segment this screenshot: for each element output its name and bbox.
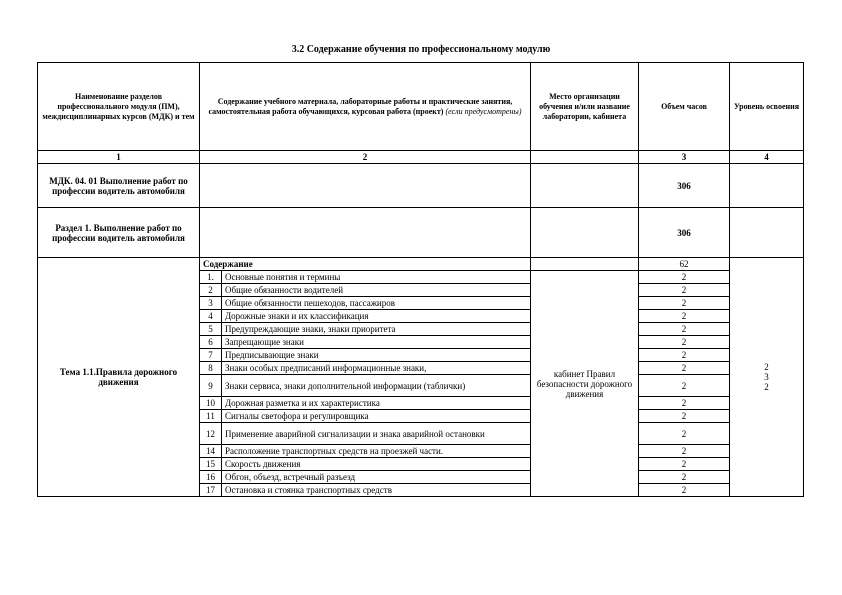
- row-hours: 2: [639, 445, 730, 458]
- section-level: [730, 208, 804, 258]
- col-number-empty: [531, 151, 639, 164]
- row-hours: 2: [639, 458, 730, 471]
- col-number-2: 2: [200, 151, 531, 164]
- row-hours: 2: [639, 284, 730, 297]
- row-hours: 2: [639, 423, 730, 445]
- row-topic: Основные понятия и термины: [222, 271, 531, 284]
- row-number: 17: [200, 484, 222, 497]
- row-number: 6: [200, 336, 222, 349]
- row-hours: 2: [639, 471, 730, 484]
- row-topic: Знаки сервиса, знаки дополнительной информации (таблички): [222, 375, 531, 397]
- theme-levels: [730, 258, 804, 497]
- row-topic: Общие обязанности водителей: [222, 284, 531, 297]
- header-sections: Наименование разделов профессионального модуля (ПМ), междисциплинарных курсов (МДК) и тем: [38, 63, 200, 151]
- row-topic: Остановка и стоянка транспортных средств: [222, 484, 531, 497]
- section-name: Раздел 1. Выполнение работ по профессии водитель автомобиля: [38, 208, 200, 258]
- header-level: Уровень освоения: [730, 63, 804, 151]
- header-content: [200, 63, 531, 151]
- header-hours: Объем часов: [639, 63, 730, 151]
- row-hours: 2: [639, 323, 730, 336]
- row-number: 2: [200, 284, 222, 297]
- col-number-1: 1: [38, 151, 200, 164]
- row-number: 9: [200, 375, 222, 397]
- row-hours: 2: [639, 397, 730, 410]
- section-place: [531, 208, 639, 258]
- header-row: [38, 63, 804, 151]
- column-number-row: [38, 151, 804, 164]
- row-number: 5: [200, 323, 222, 336]
- level-value: 3: [764, 372, 769, 382]
- theme-content-row: [38, 258, 804, 271]
- row-topic: Сигналы светофора и регулировщика: [222, 410, 531, 423]
- row-hours: 2: [639, 297, 730, 310]
- col-number-3: 3: [639, 151, 730, 164]
- theme-content-hours: 62: [639, 258, 730, 271]
- row-topic: Обгон, объезд, встречный разъезд: [222, 471, 531, 484]
- row-topic: Дорожные знаки и их классификация: [222, 310, 531, 323]
- row-hours: 2: [639, 271, 730, 284]
- row-number: 8: [200, 362, 222, 375]
- row-topic: Предписывающие знаки: [222, 349, 531, 362]
- row-number: 14: [200, 445, 222, 458]
- row-hours: 2: [639, 375, 730, 397]
- section-place: [531, 164, 639, 208]
- theme-content-label: Содержание: [200, 258, 531, 271]
- row-hours: 2: [639, 362, 730, 375]
- section-name: МДК. 04. 01 Выполнение работ по профессии водитель автомобиля: [38, 164, 200, 208]
- row-number: 12: [200, 423, 222, 445]
- theme-content-place: [531, 258, 639, 271]
- row-number: 4: [200, 310, 222, 323]
- level-value: 2: [764, 362, 769, 372]
- row-hours: 2: [639, 310, 730, 323]
- section-row-mdk: [38, 164, 804, 208]
- theme-place: кабинет Правил безопасности дорожного движения: [531, 271, 639, 497]
- page-title: 3.2 Содержание обучения по профессиональному модулю: [291, 44, 551, 55]
- row-number: 11: [200, 410, 222, 423]
- row-number: 1.: [200, 271, 222, 284]
- row-number: 10: [200, 397, 222, 410]
- row-number: 16: [200, 471, 222, 484]
- row-hours: 2: [639, 410, 730, 423]
- row-number: 15: [200, 458, 222, 471]
- section-content: [200, 208, 531, 258]
- col-number-4: 4: [730, 151, 804, 164]
- theme-name: Тема 1.1.Правила дорожного движения: [38, 258, 200, 497]
- row-topic: Дорожная разметка и их характеристика: [222, 397, 531, 410]
- row-topic: Применение аварийной сигнализации и знака аварийной остановки: [222, 423, 531, 445]
- header-content-note: (если предусмотрены): [445, 106, 522, 116]
- level-value: 2: [764, 382, 769, 392]
- row-number: 7: [200, 349, 222, 362]
- row-hours: 2: [639, 336, 730, 349]
- section-level: [730, 164, 804, 208]
- section-hours: 306: [639, 164, 730, 208]
- section-hours: 306: [639, 208, 730, 258]
- row-topic: Предупреждающие знаки, знаки приоритета: [222, 323, 531, 336]
- header-content-text: Содержание учебного материала, лабораторные работы и практические занятия, самостоятельная работа обучающихся, курсовая работа (проект): [208, 96, 513, 116]
- section-row-razdel: [38, 208, 804, 258]
- row-topic: Скорость движения: [222, 458, 531, 471]
- row-hours: 2: [639, 349, 730, 362]
- header-place: Место организации обучения и/или название лаборатории, кабинета: [531, 63, 639, 151]
- row-topic: Общие обязанности пешеходов, пассажиров: [222, 297, 531, 310]
- row-topic: Расположение транспортных средств на проезжей части.: [222, 445, 531, 458]
- row-hours: 2: [639, 484, 730, 497]
- row-topic: Знаки особых предписаний информационные знаки,: [222, 362, 531, 375]
- curriculum-table: [37, 62, 804, 497]
- row-number: 3: [200, 297, 222, 310]
- section-content: [200, 164, 531, 208]
- row-topic: Запрещающие знаки: [222, 336, 531, 349]
